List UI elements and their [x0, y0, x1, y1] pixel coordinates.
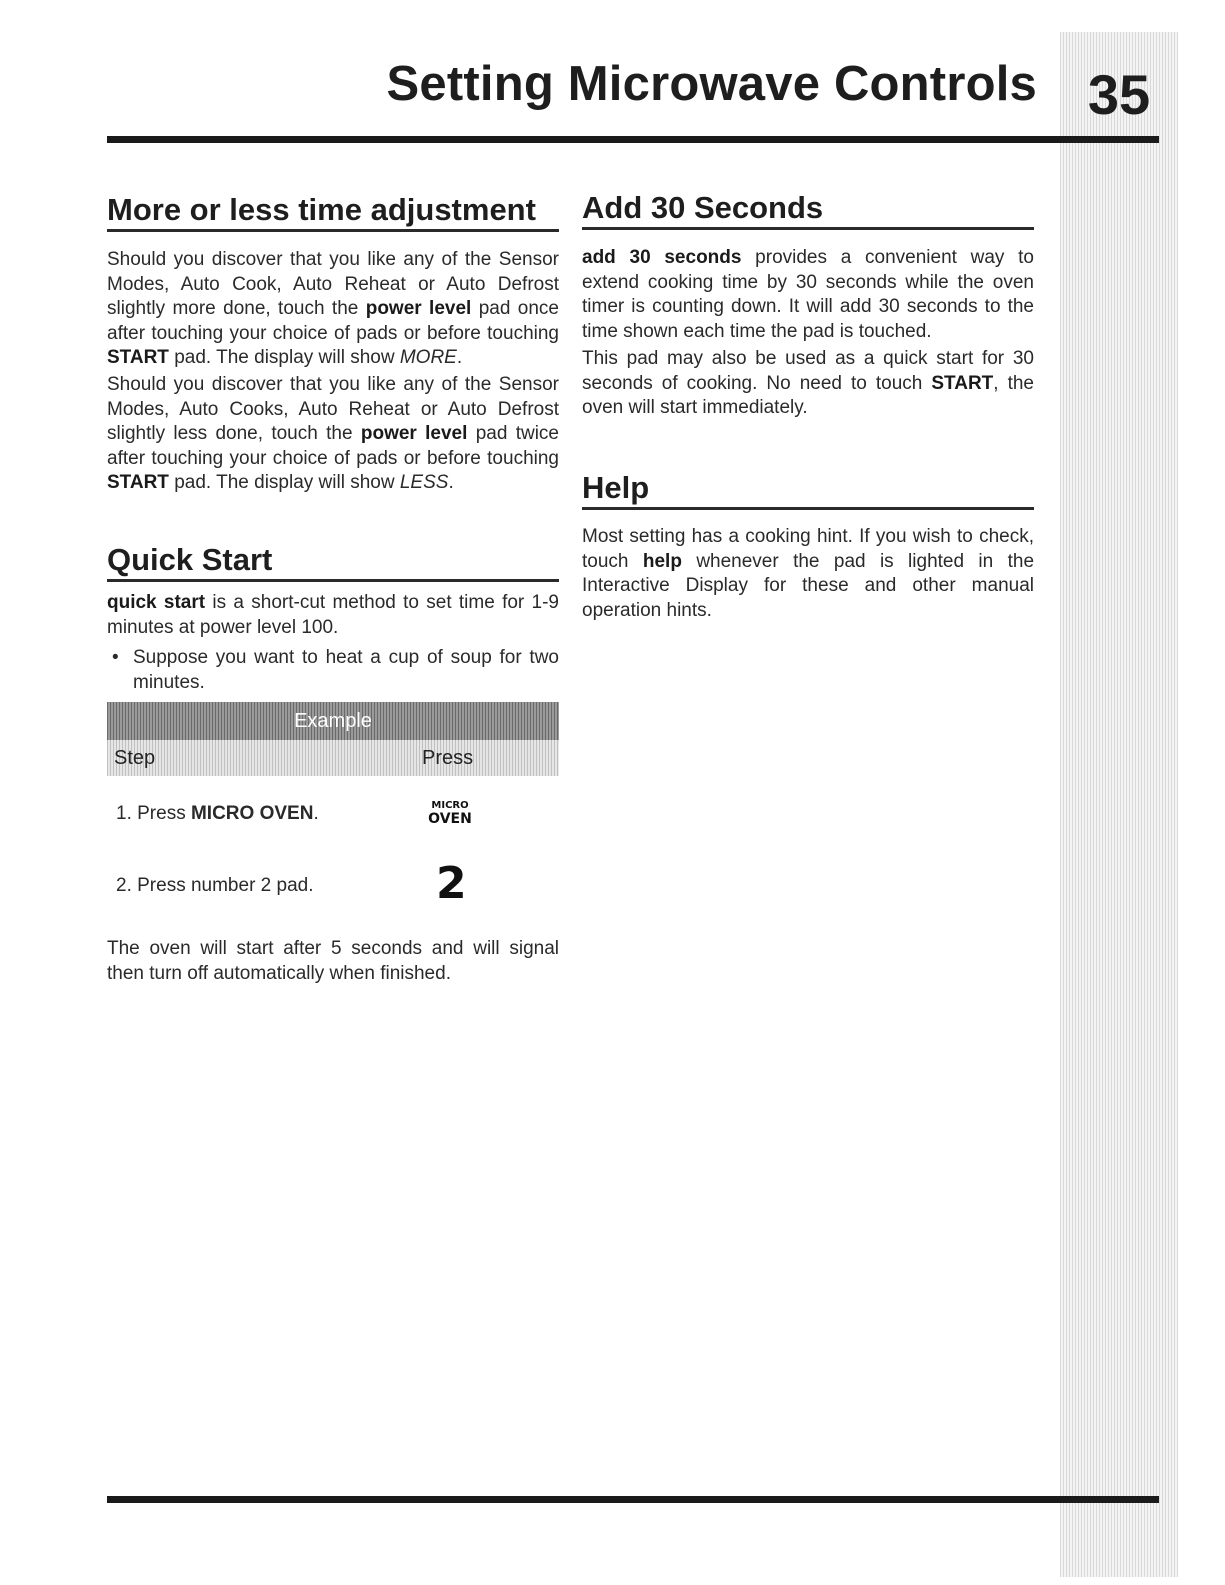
page-title: Setting Microwave Controls	[386, 57, 1037, 111]
example-header: Example	[107, 702, 559, 740]
header-rule	[107, 136, 1159, 143]
bullet-dot: •	[112, 647, 119, 668]
example-col-step: Step	[114, 747, 156, 769]
micro-oven-pad-icon: MICRO OVEN	[428, 800, 472, 827]
example-step-2: 2. Press number 2 pad.	[116, 875, 314, 896]
add30-para-1: add 30 seconds provides a convenient way to extend cooking time by 30 seconds while the oven timer is counting down. It will add 30 seconds to the time shown each time the pad is touched.	[582, 247, 1034, 342]
quick-start-closing: The oven will start after 5 seconds and will signal then turn off automatically when finished.	[107, 938, 559, 984]
help-para: Most setting has a cooking hint. If you wish to check, touch help whenever the pad is lighted in the Interactive Display for these and other manual operation hints.	[582, 526, 1035, 621]
page-number: 35	[1087, 63, 1151, 126]
more-less-heading: More or less time adjustment	[107, 192, 559, 232]
add30-para-2: This pad may also be used as a quick start for 30 seconds of cooking. No need to touch START, the oven will start immediately.	[582, 348, 1034, 418]
example-col-press: Press	[422, 747, 474, 769]
quick-start-para: quick start is a short-cut method to set time for 1-9 minutes at power level 100.	[107, 592, 559, 638]
example-column-header	[107, 740, 559, 776]
more-less-para-1: Should you discover that you like any of the Sensor Modes, Auto Cook, Auto Reheat or Auto Defrost slightly more done, touch the power level pad once after touching your choice of pads or before touching START pad. The display will show MORE.	[107, 249, 559, 368]
add30-heading: Add 30 Seconds	[582, 190, 1034, 230]
example-step-1: 1. Press MICRO OVEN.	[116, 803, 319, 824]
more-less-para-2: Should you discover that you like any of the Sensor Modes, Auto Cooks, Auto Reheat or Auto Defrost slightly less done, touch the power level pad twice after touching your choice of pads or before touching START pad. The display will show LESS.	[107, 374, 559, 493]
side-tab-band	[1060, 32, 1178, 1577]
number-2-pad-icon: 2	[436, 858, 467, 909]
quick-start-heading: Quick Start	[107, 542, 559, 582]
quick-start-bullet: Suppose you want to heat a cup of soup for two minutes.	[133, 647, 559, 693]
help-heading: Help	[582, 470, 1034, 510]
footer-rule	[107, 1496, 1159, 1503]
